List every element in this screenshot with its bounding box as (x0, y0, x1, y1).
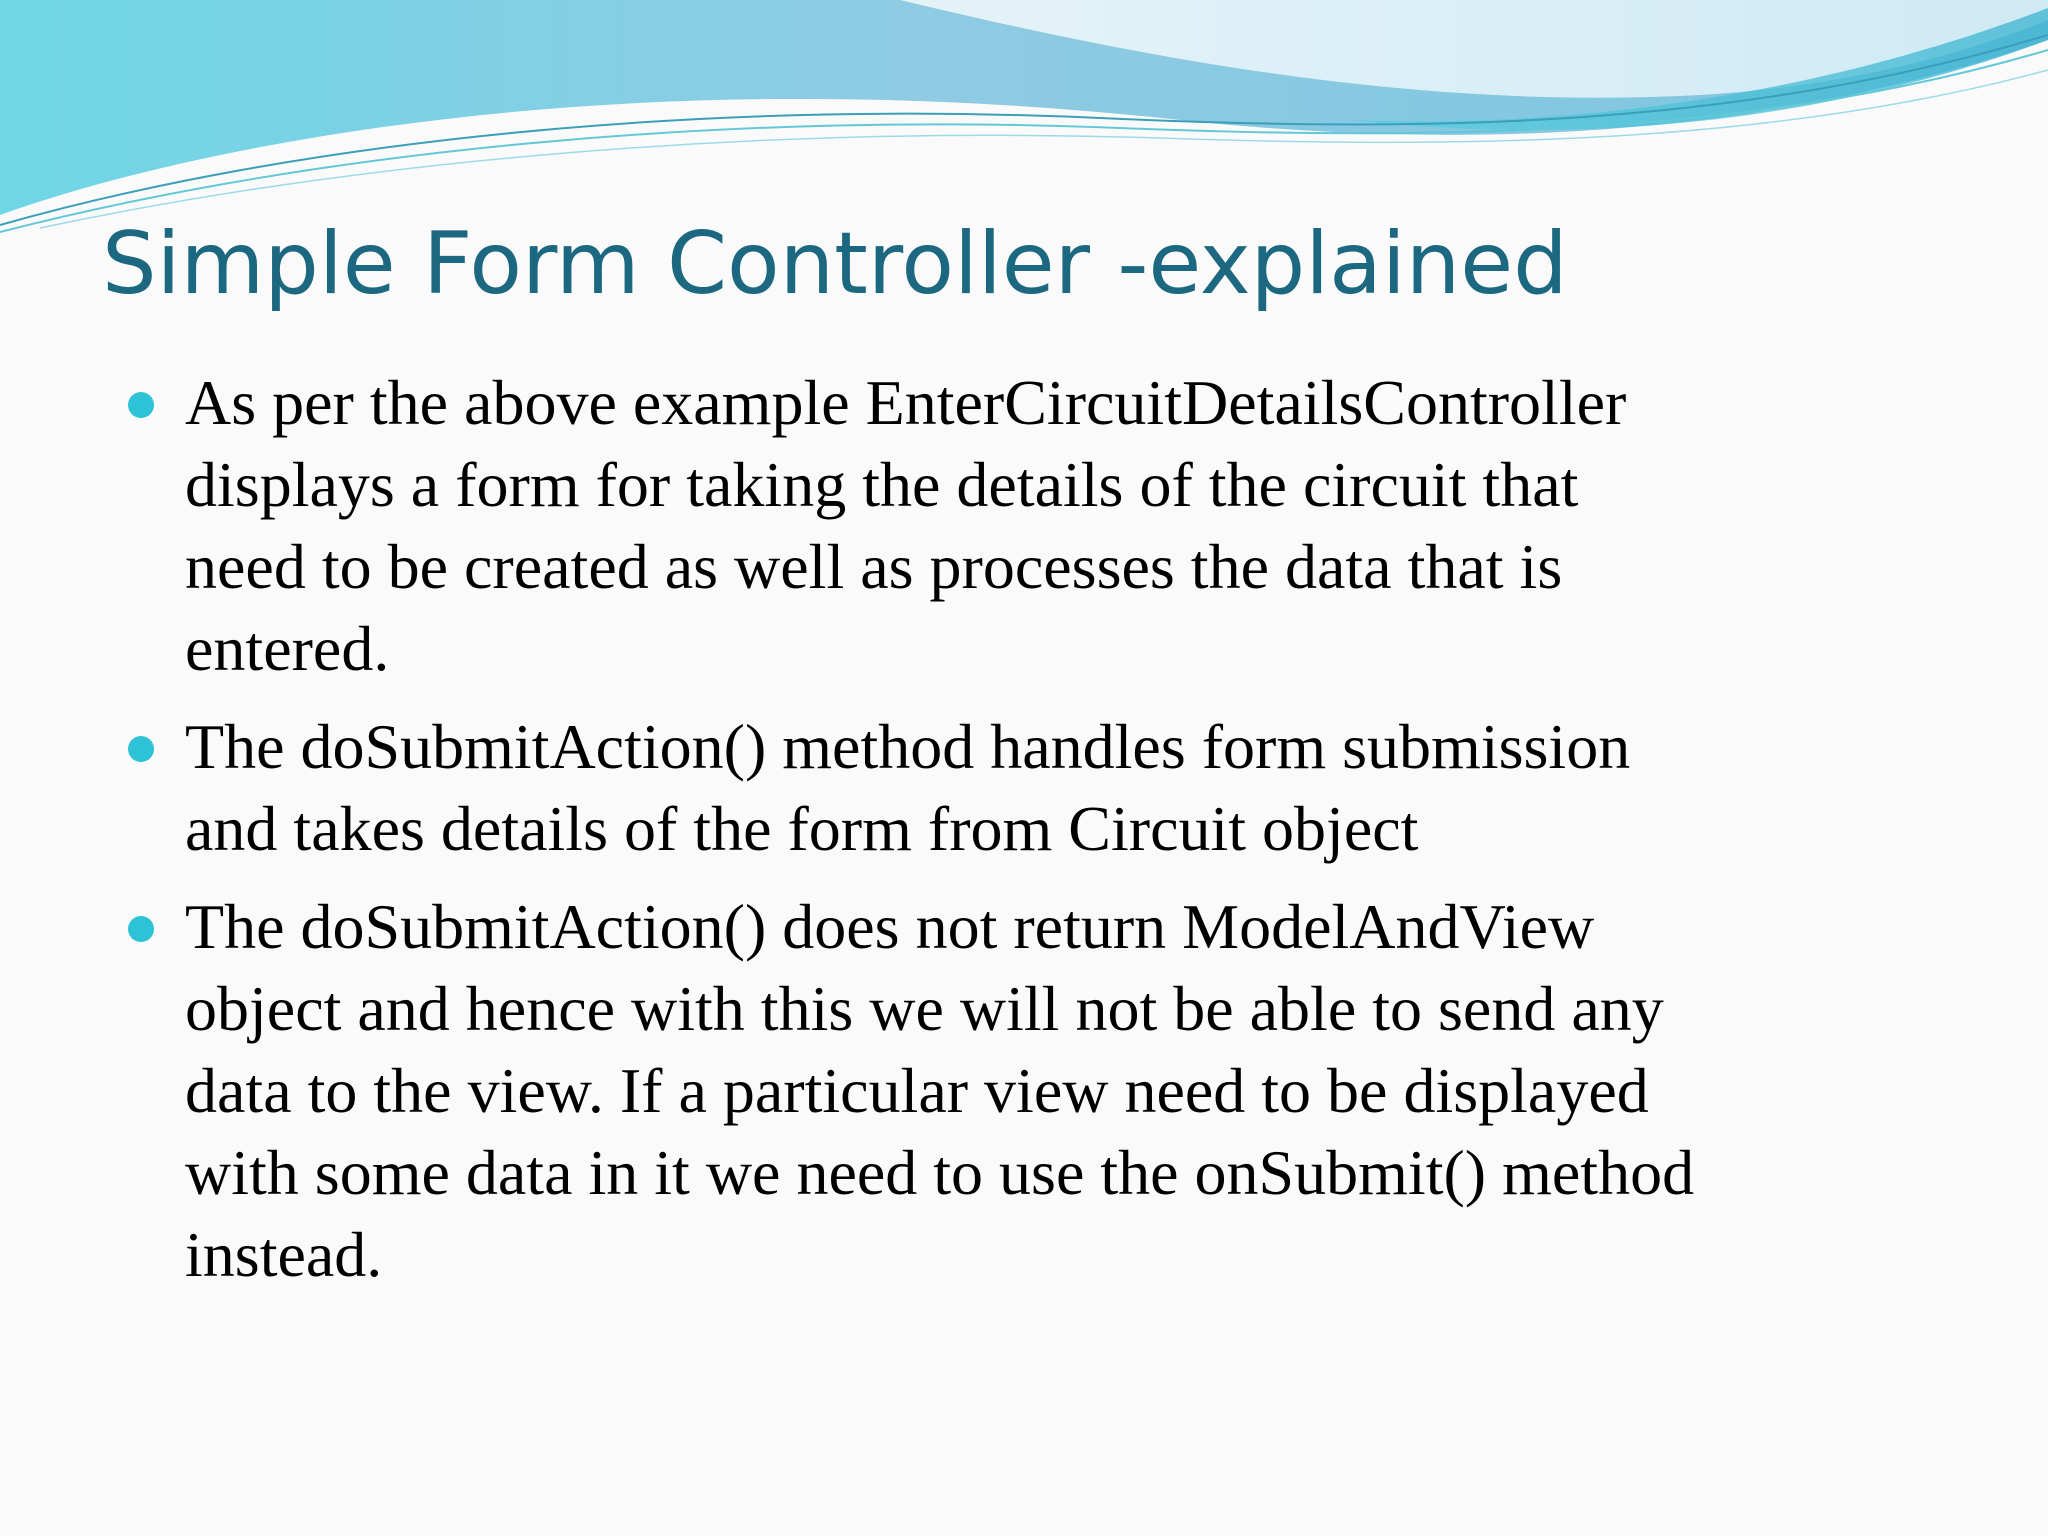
bullet-line: entered. (185, 613, 390, 684)
bullet-line: object and hence with this we will not be able to send any (185, 973, 1664, 1044)
bullet-item (0, 706, 2048, 870)
bullet-line: need to be created as well as processes the data that is (185, 531, 1563, 602)
slide-title: Simple Form Controller -explained (102, 214, 1568, 314)
bullet-list (0, 362, 2048, 1312)
bullet-line: data to the view. If a particular view need to be displayed (185, 1055, 1649, 1126)
bullet-line: instead. (185, 1219, 383, 1290)
bullet-line: with some data in it we need to use the onSubmit() method (185, 1137, 1695, 1208)
bullet-dot-icon (128, 916, 154, 942)
bullet-line: and takes details of the form from Circuit object (185, 793, 1419, 864)
bullet-item (0, 362, 2048, 690)
bullet-dot-icon (128, 736, 154, 762)
header-wave-decoration (0, 0, 2048, 240)
bullet-line: displays a form for taking the details of the circuit that (185, 449, 1579, 520)
bullet-dot-icon (128, 392, 154, 418)
bullet-line: The doSubmitAction() does not return ModelAndView (185, 891, 1595, 962)
bullet-line: The doSubmitAction() method handles form submission (185, 711, 1631, 782)
bullet-line: As per the above example EnterCircuitDetailsController (185, 367, 1627, 438)
bullet-item (0, 886, 2048, 1296)
